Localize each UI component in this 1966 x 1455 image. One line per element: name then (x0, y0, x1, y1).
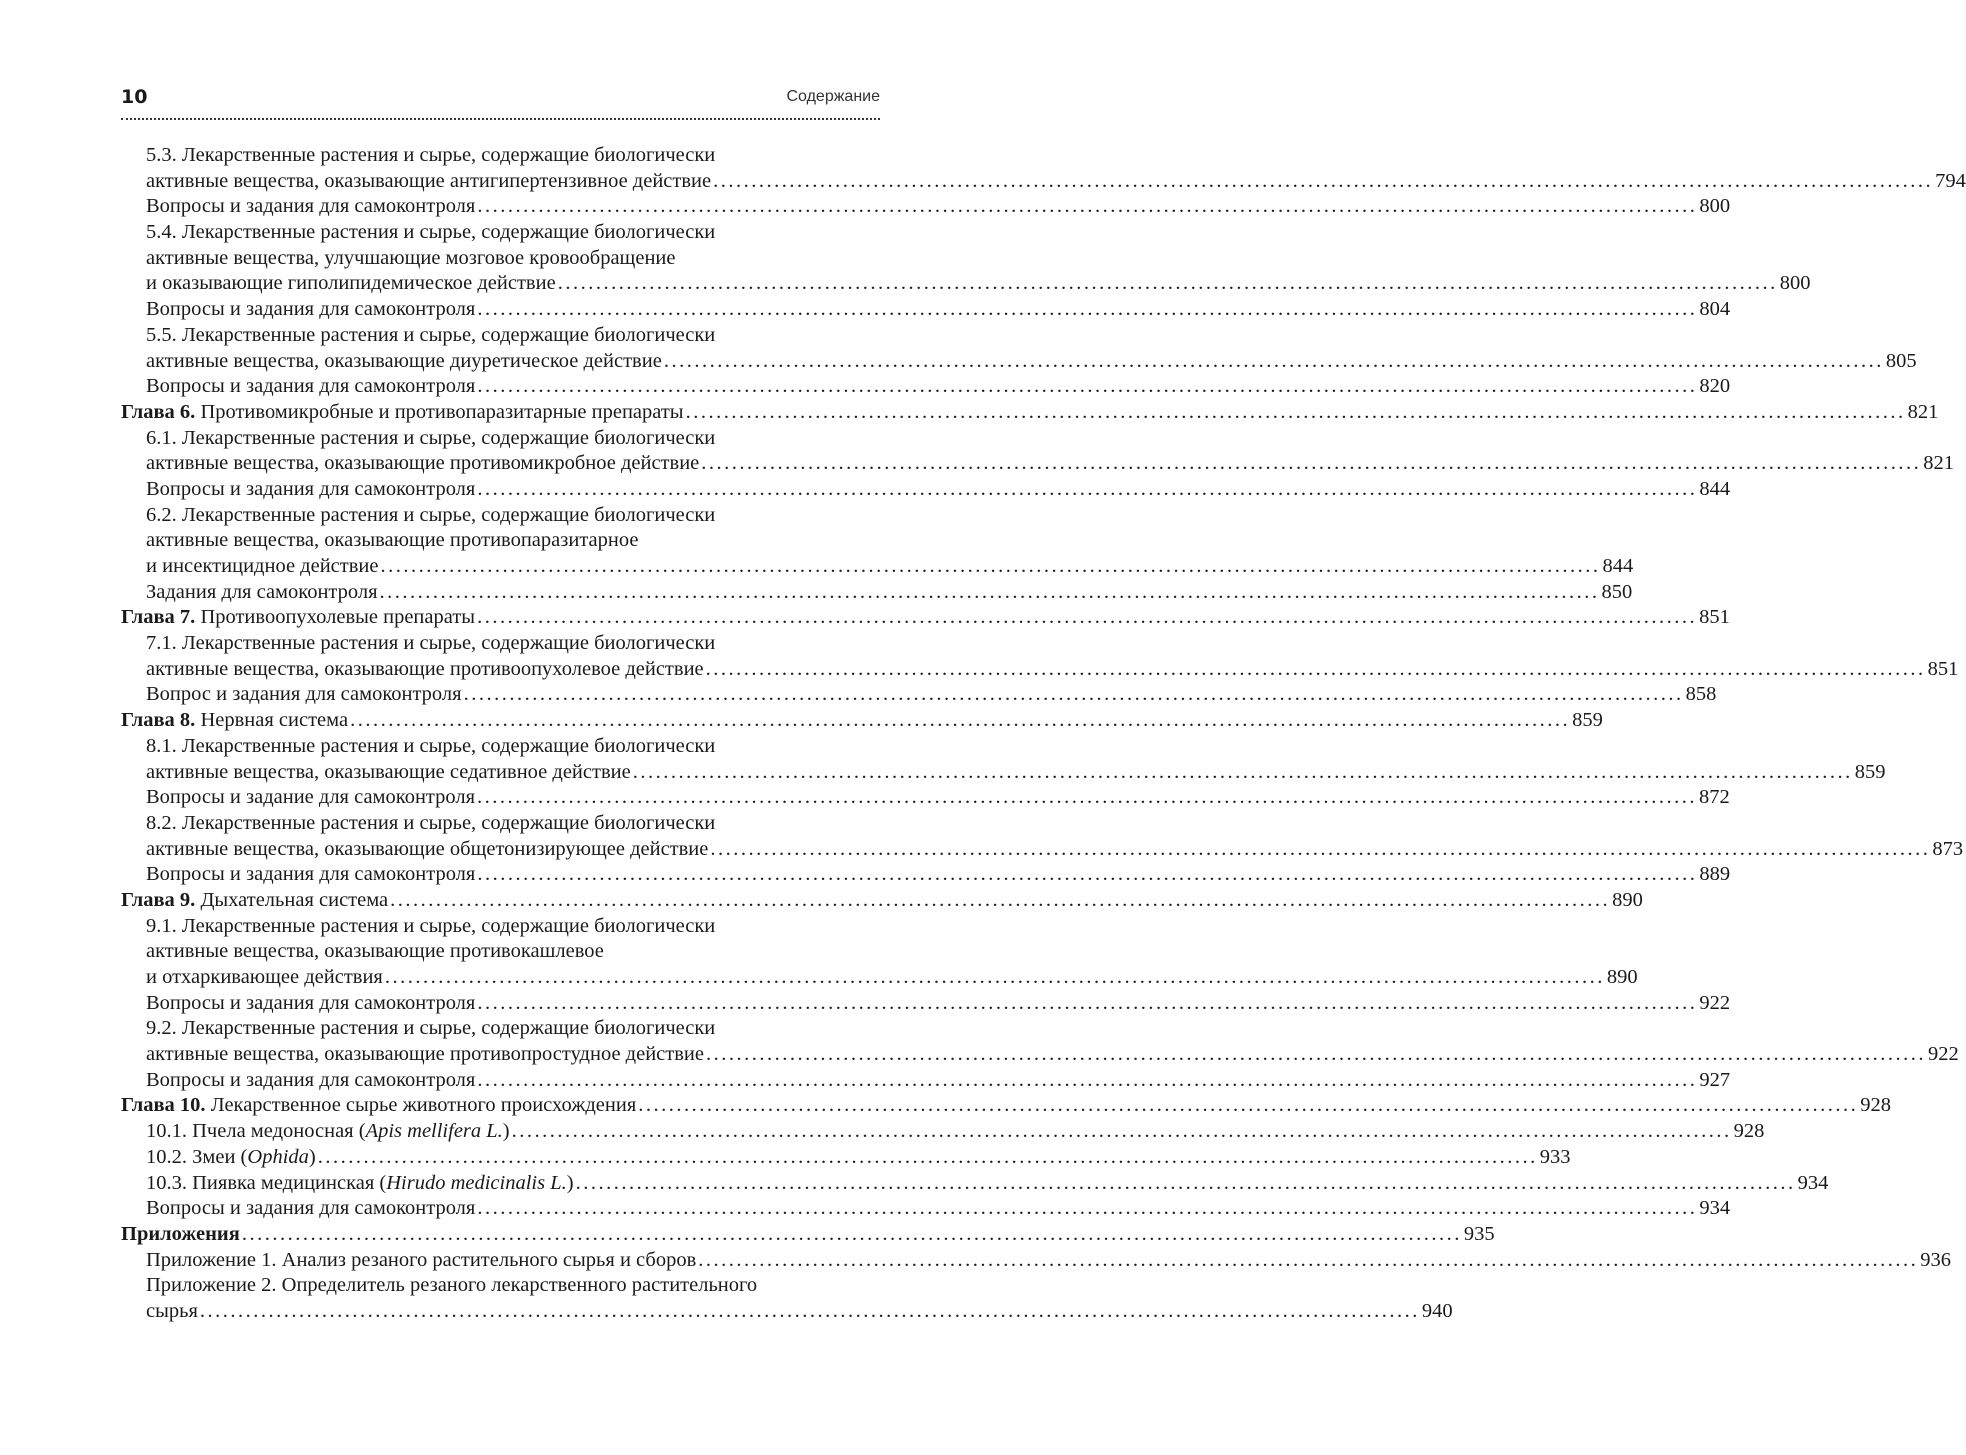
toc-line (121, 1171, 1829, 1197)
toc-entry-text: 7.1. Лекарственные растения и сырье, содержащие биологически (146, 632, 716, 655)
toc-line (121, 271, 1811, 297)
toc-page-number: 820 (1699, 375, 1731, 398)
toc-entry-text: 5.4. Лекарственные растения и сырье, содержащие биологически (146, 221, 716, 244)
dot-leader: ................................................................................................................................................................ (685, 400, 1906, 423)
toc-line (121, 682, 1717, 708)
toc-line (121, 323, 880, 349)
toc-line (121, 374, 1731, 400)
toc-page-number: 873 (1932, 837, 1964, 860)
toc-page-number: 805 (1885, 349, 1917, 372)
toc-page-number: 859 (1572, 709, 1603, 732)
chapter-label: Глава 9. (121, 888, 196, 911)
toc-entry-text: активные вещества, оказывающие антигипертензивное действие (146, 169, 712, 192)
toc-entry-text: активные вещества, оказывающие противокашлевое (146, 940, 604, 963)
dot-leader: ................................................................................................................................................................ (705, 657, 1926, 680)
dot-leader: ................................................................................................................................................................ (701, 452, 1922, 475)
dot-leader: ................................................................................................................................................................ (477, 1197, 1698, 1220)
toc-line (121, 220, 880, 246)
toc-line (121, 1273, 880, 1299)
toc-entry-text: активные вещества, улучшающие мозговое кровообращение (146, 246, 676, 269)
toc-entry-text: и инсектицидное действие (146, 555, 379, 577)
entry-prefix: 10.2. Змеи ( (146, 1145, 248, 1168)
toc-chapter (121, 400, 1939, 426)
chapter-label: Глава 6. (121, 400, 196, 423)
dot-leader: ................................................................................................................................................................ (384, 966, 1605, 988)
toc-entry-text: активные вещества, оказывающие седативное действие (146, 760, 631, 783)
toc-entry-text: активные вещества, оказывающие общетонизирующее действие (146, 837, 709, 860)
toc-line (121, 862, 1731, 888)
toc-chapter (121, 1093, 1892, 1119)
toc-entry-text: 8.2. Лекарственные растения и сырье, содержащие биологически (146, 811, 716, 834)
dot-leader: ................................................................................................................................................................ (390, 888, 1611, 911)
toc-page-number: 928 (1733, 1120, 1765, 1143)
toc-line (121, 939, 880, 965)
chapter-title: Нервная система (200, 709, 349, 732)
page-header (121, 84, 880, 120)
dot-leader: ................................................................................................................................................................ (350, 709, 1571, 732)
dot-leader: ................................................................................................................................................................ (511, 1120, 1732, 1143)
dot-leader: ................................................................................................................................................................ (477, 375, 1698, 398)
chapter-label: Глава 7. (121, 606, 196, 629)
toc-line (121, 477, 1731, 503)
toc-line (121, 1145, 1571, 1171)
toc-page-number: 934 (1797, 1171, 1829, 1194)
toc-entry-text: 9.1. Лекарственные растения и сырье, содержащие биологически (146, 914, 716, 937)
toc-line (121, 1068, 1731, 1094)
dot-leader: ................................................................................................................................................................ (710, 837, 1931, 860)
toc-line (121, 837, 1964, 863)
dot-leader: ................................................................................................................................................................ (557, 272, 1778, 295)
toc-page-number: 851 (1699, 606, 1730, 629)
toc-page-number: 859 (1854, 760, 1886, 783)
toc-page-number: 850 (1601, 580, 1633, 603)
dot-leader: ................................................................................................................................................................ (317, 1145, 1538, 1168)
toc-entry-text: активные вещества, оказывающие противопростудное действие (146, 1043, 704, 1066)
toc-page-number: 858 (1685, 683, 1717, 706)
toc-entry-text: и оказывающие гиполипидемическое действие (146, 272, 556, 295)
toc-page-number: 890 (1612, 888, 1643, 911)
toc-page-number: 821 (1923, 452, 1955, 475)
toc-line (121, 1016, 880, 1042)
toc-line (121, 785, 1730, 811)
dot-leader: ................................................................................................................................................................ (477, 195, 1698, 218)
entry-prefix: 10.3. Пиявка медицинская ( (146, 1171, 387, 1194)
toc-page-number: 889 (1699, 863, 1731, 886)
toc-entry-text: Вопросы и задания для самоконтроля (146, 477, 476, 500)
toc-page-number: 800 (1779, 272, 1811, 295)
toc-entry-text: и отхаркивающее действия (146, 966, 383, 988)
toc-entry-text: активные вещества, оказывающие противоопухолевое действие (146, 657, 704, 680)
toc-entry-text (121, 888, 388, 914)
toc-line (121, 503, 880, 529)
dot-leader: ................................................................................................................................................................ (199, 1299, 1420, 1322)
dot-leader: ................................................................................................................................................................ (713, 169, 1934, 192)
chapter-title: Противомикробные и противопаразитарные препараты (200, 400, 684, 423)
toc-page-number: 821 (1907, 400, 1939, 423)
running-title: Содержание (786, 88, 880, 105)
toc-entry-text: Вопросы и задания для самоконтроля (146, 991, 476, 1014)
chapter-label: Глава 10. (121, 1094, 206, 1117)
toc-page-number: 933 (1539, 1145, 1571, 1168)
toc-line (121, 657, 1959, 683)
toc-entry-text: Вопросы и задания для самоконтроля (146, 1068, 476, 1091)
toc-chapter (121, 1222, 1495, 1248)
toc-page-number: 922 (1927, 1043, 1959, 1066)
toc-entry-text (146, 1145, 316, 1171)
entry-suffix: ) (502, 1120, 510, 1143)
page-number: 10 (121, 86, 148, 108)
toc-page-number: 935 (1463, 1222, 1495, 1245)
toc-line (121, 349, 1917, 375)
toc-line (121, 1299, 1453, 1325)
chapter-title: Лекарственное сырье животного происхождения (210, 1094, 637, 1117)
toc-line (121, 965, 1638, 991)
toc-line (121, 169, 1966, 195)
dot-leader: ................................................................................................................................................................ (477, 606, 1698, 629)
table-of-contents (121, 143, 1966, 1325)
toc-line (121, 760, 1886, 786)
toc-chapter (121, 888, 1643, 914)
toc-entry-text: Задания для самоконтроля (146, 580, 378, 603)
toc-entry-text (146, 1119, 510, 1145)
toc-page-number: 927 (1699, 1068, 1731, 1091)
toc-entry-text: 5.5. Лекарственные растения и сырье, содержащие биологически (146, 323, 716, 346)
toc-entry-text: Приложение 2. Определитель резаного лекарственного растительного (146, 1274, 758, 1297)
toc-line (121, 1248, 1952, 1274)
toc-entry-text: активные вещества, оказывающие диуретическое действие (146, 349, 662, 372)
dot-leader: ................................................................................................................................................................ (663, 349, 1884, 372)
dot-leader: ................................................................................................................................................................ (379, 580, 1600, 603)
toc-line (121, 991, 1731, 1017)
appendices-label: Приложения (121, 1222, 240, 1245)
entry-suffix: ) (566, 1171, 574, 1194)
toc-entry-text: Вопросы и задания для самоконтроля (146, 195, 476, 218)
toc-entry-text (121, 1093, 636, 1119)
toc-line (121, 914, 880, 940)
toc-line (121, 1119, 1765, 1145)
toc-line (121, 426, 880, 452)
dot-leader: ................................................................................................................................................................ (698, 1248, 1919, 1271)
dot-leader: ................................................................................................................................................................ (241, 1222, 1462, 1245)
dot-leader: ................................................................................................................................................................ (575, 1171, 1796, 1194)
toc-entry-text: Вопросы и задания для самоконтроля (146, 1197, 476, 1220)
dot-leader: ................................................................................................................................................................ (477, 991, 1698, 1014)
toc-entry-text: Приложение 1. Анализ резаного растительного сырья и сборов (146, 1248, 697, 1271)
toc-page-number: 851 (1927, 657, 1959, 680)
toc-page-number: 890 (1606, 966, 1638, 988)
toc-entry-text: 9.2. Лекарственные растения и сырье, содержащие биологически (146, 1017, 716, 1040)
toc-line (121, 194, 1731, 220)
toc-entry-text: 6.1. Лекарственные растения и сырье, содержащие биологически (146, 426, 716, 449)
toc-line (121, 554, 1634, 580)
toc-entry-text: 5.3. Лекарственные растения и сырье, содержащие биологически (146, 144, 716, 166)
toc-entry-text (146, 1171, 574, 1197)
dot-leader: ................................................................................................................................................................ (705, 1043, 1926, 1066)
chapter-title: Дыхательная система (200, 888, 389, 911)
toc-line (121, 811, 880, 837)
dot-leader: ................................................................................................................................................................ (463, 683, 1684, 706)
toc-entry-text: 6.2. Лекарственные растения и сырье, содержащие биологически (146, 503, 716, 526)
toc-entry-text: сырья (146, 1299, 198, 1322)
dot-leader: ................................................................................................................................................................ (638, 1094, 1859, 1117)
toc-line (121, 1042, 1959, 1068)
latin-name: Apis mellifera L. (365, 1120, 503, 1143)
toc-entry-text: Вопросы и задания для самоконтроля (146, 863, 476, 886)
toc-line (121, 297, 1731, 323)
toc-entry-text (121, 400, 684, 426)
dot-leader: ................................................................................................................................................................ (380, 555, 1601, 577)
toc-chapter (121, 708, 1603, 734)
toc-page-number: 804 (1699, 298, 1731, 321)
toc-entry-text (121, 708, 348, 734)
dot-leader: ................................................................................................................................................................ (477, 298, 1698, 321)
toc-page-number: 940 (1421, 1299, 1453, 1322)
toc-entry-text: активные вещества, оказывающие противопаразитарное (146, 529, 639, 552)
toc-line (121, 580, 1633, 606)
toc-entry-text: Вопросы и задания для самоконтроля (146, 298, 476, 321)
dot-leader: ................................................................................................................................................................ (477, 863, 1698, 886)
toc-page-number: 872 (1699, 786, 1730, 809)
toc-page-number: 800 (1699, 195, 1731, 218)
toc-page-number: 844 (1602, 555, 1634, 577)
latin-name: Ophida (247, 1145, 309, 1168)
entry-prefix: 10.1. Пчела медоносная ( (146, 1120, 366, 1143)
toc-line (121, 631, 880, 657)
toc-line (121, 451, 1955, 477)
toc-line (121, 734, 880, 760)
dot-leader: ................................................................................................................................................................ (632, 760, 1853, 783)
toc-entry-text: активные вещества, оказывающие противомикробное действие (146, 452, 700, 475)
toc-line (121, 246, 880, 272)
dot-leader: ................................................................................................................................................................ (477, 786, 1698, 809)
toc-entry-text: Вопросы и задание для самоконтроля (146, 786, 476, 809)
toc-page-number: 934 (1699, 1197, 1731, 1220)
chapter-label: Глава 8. (121, 709, 196, 732)
toc-page-number: 936 (1920, 1248, 1952, 1271)
toc-entry-text: Вопросы и задания для самоконтроля (146, 375, 476, 398)
toc-entry-text: Вопрос и задания для самоконтроля (146, 683, 462, 706)
dot-leader: ................................................................................................................................................................ (477, 477, 1698, 500)
toc-line (121, 1196, 1731, 1222)
toc-page-number: 922 (1699, 991, 1731, 1014)
toc-line (121, 143, 880, 169)
latin-name: Hirudo medicinalis L. (386, 1171, 567, 1194)
toc-entry-text: 8.1. Лекарственные растения и сырье, содержащие биологически (146, 734, 716, 757)
entry-suffix: ) (308, 1145, 316, 1168)
toc-page-number: 794 (1935, 169, 1966, 192)
toc-chapter (121, 605, 1730, 631)
toc-page-number: 928 (1860, 1094, 1892, 1117)
toc-line (121, 528, 880, 554)
dot-leader: ................................................................................................................................................................ (477, 1068, 1698, 1091)
toc-page-number: 844 (1699, 477, 1731, 500)
toc-entry-text (121, 605, 475, 631)
chapter-title: Противоопухолевые препараты (200, 606, 476, 629)
